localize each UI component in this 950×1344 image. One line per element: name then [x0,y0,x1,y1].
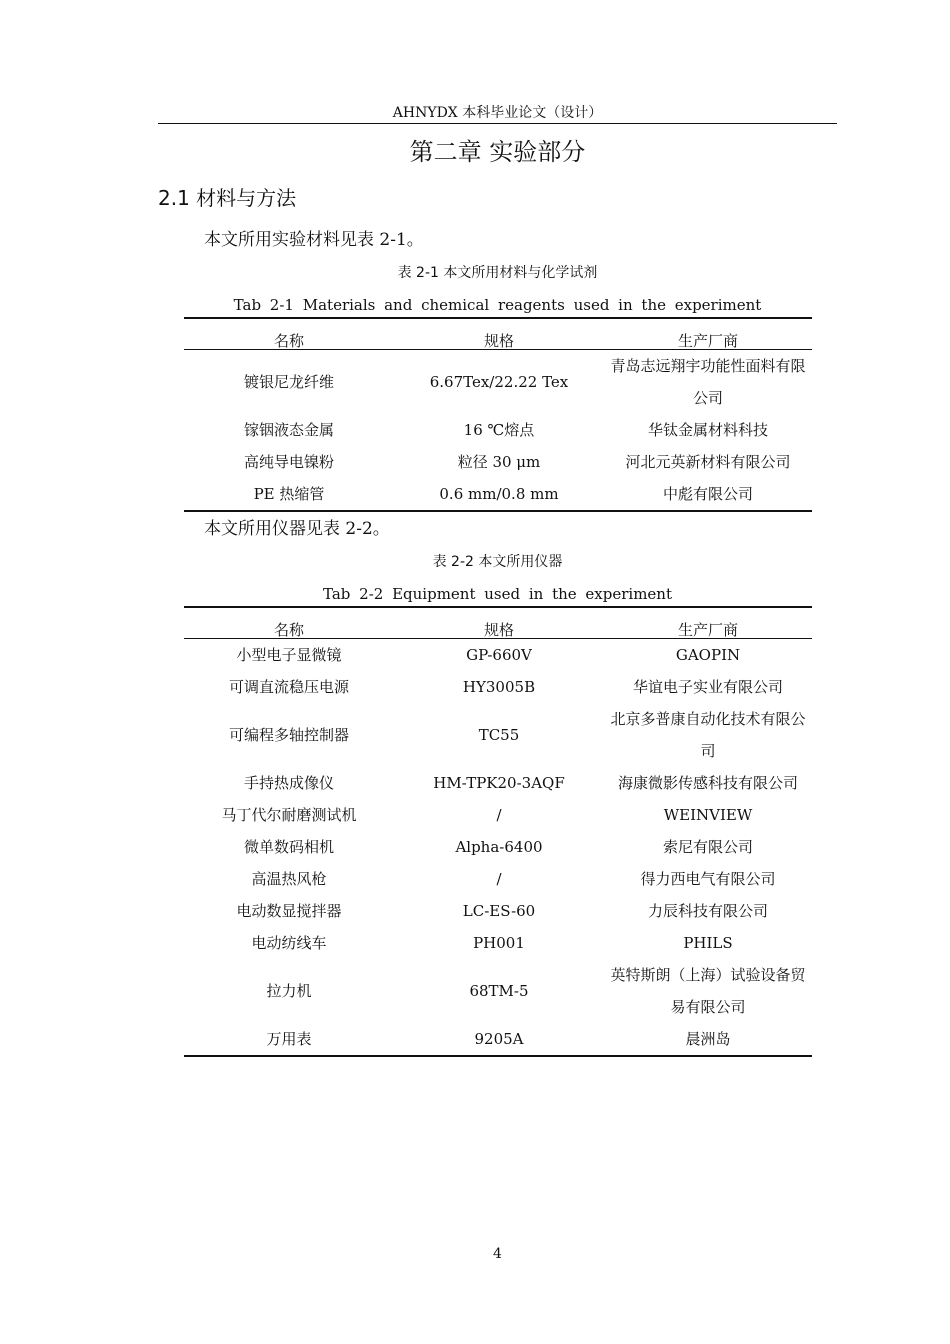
cell-manufacturer: 晨洲岛 [604,1023,812,1056]
cell-name: 电动数显搅拌器 [236,902,342,920]
column-header-spec: 规格 [394,607,604,639]
cell-manufacturer: GAOPIN [675,646,741,664]
column-header-spec: 规格 [394,318,604,350]
cell-manufacturer: 华谊电子实业有限公司 [632,678,783,696]
cell-spec: HM-TPK20-3AQF [433,774,565,792]
table-row [184,478,812,511]
table-row [184,895,812,927]
cell-manufacturer: 北京多普康自动化技术有限公司 [610,710,806,760]
cell-name: 可编程多轴控制器 [228,726,349,744]
table-row [184,767,812,799]
page-header: AHNYDX 本科毕业论文（设计） [392,105,603,121]
cell-manufacturer: 海康微影传感科技有限公司 [617,774,798,792]
section-title: 2.1 材料与方法 [158,186,297,210]
cell-spec: / [496,870,502,888]
cell-name: 镓铟液态金属 [243,421,334,439]
table-row [184,799,812,831]
table-row [184,927,812,959]
cell-manufacturer: 得力西电气有限公司 [640,870,776,888]
paragraph-table2-intro: 本文所用仪器见表 2-2。 [204,519,390,539]
table-row [184,959,812,1023]
cell-manufacturer: 英特斯朗（上海）试验设备贸易有限公司 [610,966,806,1016]
cell-spec: 粒径 30 μm [457,453,541,471]
table1-caption-en: Tab 2-1 Materials and chemical reagents used in the experiment [233,296,762,314]
cell-manufacturer: 河北元英新材料有限公司 [625,453,791,471]
cell-name: 高温热风枪 [251,870,327,888]
cell-manufacturer: 力辰科技有限公司 [647,902,768,920]
cell-spec: Alpha-6400 [455,838,543,856]
table2-caption-en: Tab 2-2 Equipment used in the experiment [323,585,672,603]
cell-spec: 16 ℃熔点 [463,421,535,439]
cell-spec: / [496,806,502,824]
cell-name: 万用表 [184,1023,394,1056]
table-row [184,863,812,895]
header-rule [158,123,837,124]
column-header-manufacturer: 生产厂商 [604,607,812,639]
table-row [184,639,812,672]
column-header-name: 名称 [184,607,394,639]
table1-caption-cn: 表 2-1 本文所用材料与化学试剂 [397,265,598,281]
cell-name: 小型电子显微镜 [236,646,342,664]
cell-spec: GP-660V [466,646,532,664]
cell-spec: 0.6 mm/0.8 mm [394,478,604,511]
cell-manufacturer: 索尼有限公司 [662,838,753,856]
materials-table [184,317,812,512]
column-header-manufacturer: 生产厂商 [604,318,812,350]
cell-spec: 6.67Tex/22.22 Tex [429,373,569,391]
table-header-row [184,318,812,350]
equipment-table [184,606,812,1057]
cell-manufacturer: PHILS [683,934,733,952]
cell-spec: 9205A [394,1023,604,1056]
cell-name: 镀银尼龙纤维 [243,373,334,391]
cell-spec: PH001 [473,934,525,952]
table-row [184,671,812,703]
table-header-row [184,607,812,639]
column-header-name: 名称 [184,318,394,350]
cell-manufacturer: 中彪有限公司 [604,478,812,511]
cell-manufacturer: WEINVIEW [663,806,753,824]
cell-name: 马丁代尔耐磨测试机 [221,806,357,824]
cell-spec: LC-ES-60 [462,902,536,920]
table-row [184,446,812,478]
table-row [184,831,812,863]
cell-name: 微单数码相机 [243,838,334,856]
table-row [184,703,812,767]
cell-spec: 68TM-5 [469,982,529,1000]
table-row [184,1023,812,1056]
cell-name: 高纯导电镍粉 [243,453,334,471]
cell-name: PE 热缩管 [184,478,394,511]
cell-name: 电动纺线车 [251,934,327,952]
table-row [184,414,812,446]
cell-manufacturer: 华钛金属材料科技 [647,421,768,439]
chapter-title: 第二章 实验部分 [409,138,586,166]
cell-spec: TC55 [478,726,520,744]
page-number: 4 [493,1246,502,1262]
cell-manufacturer: 青岛志远翔宇功能性面料有限公司 [610,357,806,407]
paragraph-table1-intro: 本文所用实验材料见表 2-1。 [204,230,424,250]
cell-name: 手持热成像仪 [243,774,334,792]
cell-spec: HY3005B [462,678,536,696]
table2-caption-cn: 表 2-2 本文所用仪器 [432,554,563,570]
table-row [184,350,812,415]
cell-name: 拉力机 [266,982,312,1000]
cell-name: 可调直流稳压电源 [228,678,349,696]
